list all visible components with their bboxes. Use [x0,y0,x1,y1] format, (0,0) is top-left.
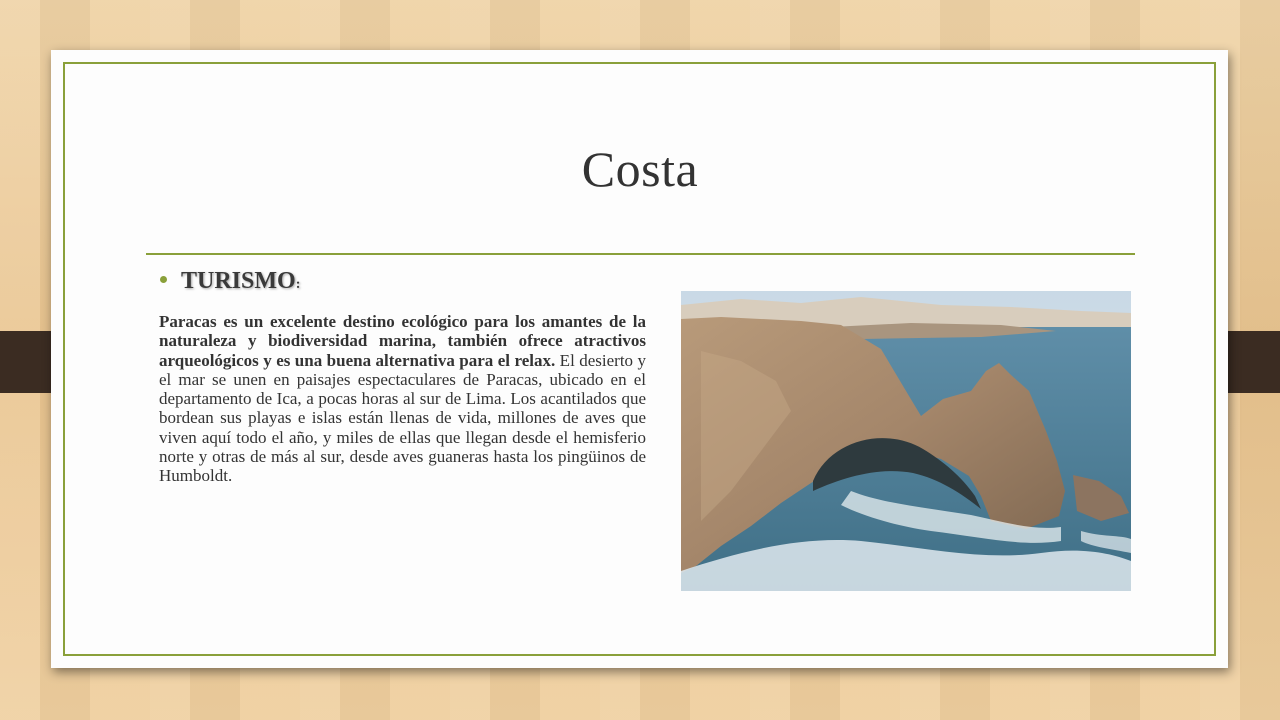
body-paragraph [159,312,646,486]
bullet-label: TURISMO [181,268,296,294]
paragraph-regular: El desierto y el mar se unen en paisajes espectaculares de Paracas, ubicado en el departamento de Ica, a pocas horas al sur de Lima. Los acantilados que bordean sus playas e islas están llenas de vida, millones de aves que viven aquí todo el año, y miles de ellas que llegan desde el hemisferio norte y otras de más al sur, desde aves guaneras hasta los pingüinos de Humboldt. [159,350,647,486]
bullet-colon: : [295,277,301,292]
bullet-heading [160,268,300,295]
bullet-dot-icon [160,276,167,283]
title-divider [146,253,1135,255]
slide-title: Costa [581,141,699,197]
coastal-arch-photo [681,291,1131,591]
paragraph-bold: Paracas es un excelente destino ecológico para los amantes de la naturaleza y biodiversidad marina, también ofrece atractivos arqueológicos y es una buena alternativa para el relax. [159,312,646,370]
